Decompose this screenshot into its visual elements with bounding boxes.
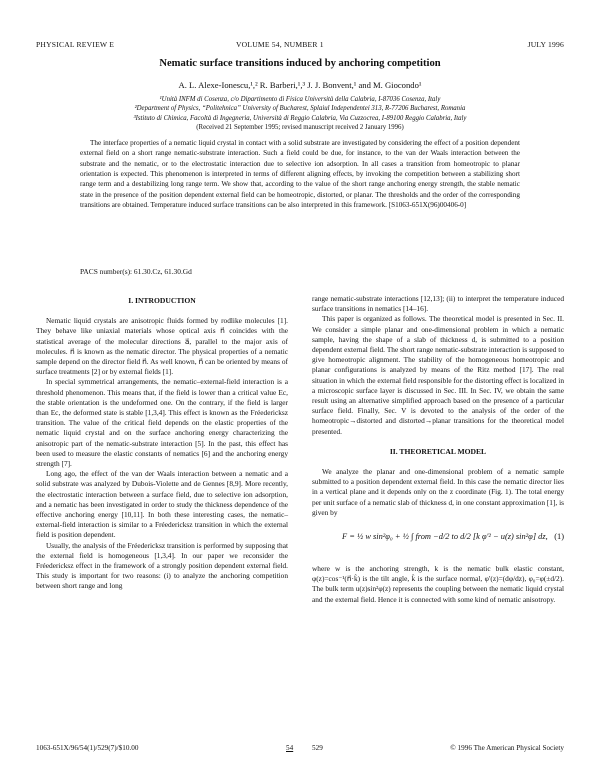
affiliation-2: ²Department of Physics, “Politehnica” University of Bucharest, Splaiul Independentei 313, R-77206 Bucharest, Romania <box>134 105 466 113</box>
author-list: A. L. Alexe-Ionescu,¹,² R. Barberi,¹,³ J. J. Bonvent,¹ and M. Giocondo¹ <box>178 80 422 90</box>
paragraph: Long ago, the effect of the van der Waals interaction between a nematic and a solid substrate was analyzed by Dubois-Violette and de Gennes [8,9]. More recently, the electrostatic interaction between a surface field, due to selective ion adsorption, and a nematic has been investigated in order to study the thickness dependence of the effective anchoring energy [10,11]. In both these interesting cases, the nematic–external-field interaction is similar to a Fréedericksz transition in which the external field is position dependent. <box>36 469 288 540</box>
received-dates: (Received 21 September 1995; revised manuscript received 2 January 1996) <box>196 124 404 132</box>
paper-title: Nematic surface transitions induced by anchoring competition <box>159 58 441 69</box>
page-number: 529 <box>312 744 323 752</box>
affiliations <box>36 95 564 133</box>
journal-name: PHYSICAL REVIEW E <box>36 40 115 49</box>
equation-number: (1) <box>554 532 564 542</box>
page-footer <box>36 744 564 756</box>
section-heading-theoretical-model: II. THEORETICAL MODEL <box>389 446 487 456</box>
equation-1 <box>312 524 564 558</box>
volume-number: VOLUME 54, NUMBER 1 <box>236 40 324 49</box>
paragraph: In special symmetrical arrangements, the nematic–external-field interaction is a threshold phenomenon. This means that, if the field is lower than a critical value Ec, the stable orientation is the undeformed one. On the contrary, if the field is larger than Ec, the deformed state is stable [1,3,4]. This effect is known as the Fréedericksz transition. The value of the critical field depends on the elastic properties of the nematic liquid crystal and on the surface anchoring energy characterizing the anisotropic part of the nematic-substrate interaction [5]. In the past, this effect has been used to measure the elastic constants of nematics [6] and the anchoring energy strength [7]. <box>36 377 288 469</box>
paragraph: where w is the anchoring strength, k is the nematic bulk elastic constant, φ(z)=cos⁻¹(n⃗·k̂) is the tilt angle, k̂ is the surface normal, φ′(z)=(dφ/dz), φ₀=φ(±d/2). The bulk term u(z)sin²φ(z) represents the coupling between the nematic liquid crystal and the external field. Hence it is connected with some kind of nematic anisotropy. <box>312 564 564 604</box>
footer-volume: 54 <box>286 744 294 752</box>
issue-date: JULY 1996 <box>527 40 564 49</box>
right-column <box>312 294 564 605</box>
affiliation-3: ³Istituto di Chimica, Facoltà di Ingegneria, Università di Reggio Calabria, Via Cuzzocrea, I-89100 Reggio Calabria, Italy <box>133 114 467 122</box>
left-column <box>36 292 288 592</box>
equation-body: F = ½ w sin²φ₀ + ½ ∫ from −d/2 to d/2 [k φ′² − u(z) sin²φ] dz, <box>342 532 548 542</box>
affiliation-1: ¹Unità INFM di Cosenza, c/o Dipartimento di Fisica Università della Calabria, I-87036 Cosenza, Italy <box>159 96 441 103</box>
abstract: The interface properties of a nematic liquid crystal in contact with a solid substrate are investigated by considering the effect of a position dependent external field on a short range nematic-substrate interaction. Such a field could be due, for instance, to the van der Waals interaction between the substrate and the nematic, or to the electrostatic interaction due to selective ion adsorption. In all cases a transition from homeotropic to planar orientation is expected. This phenomenon is interpreted in terms of different aligning effects, by invoking the competition between a stabilizing short range term and a destabilizing long range term. We show that, according to the value of the short range anchoring energy strength, the stable nematic state in the presence of the position dependent external field can be homeotropic, distorted, or planar. The thresholds and the order of the corresponding transitions are obtained. Temperature induced surface transitions can be also interpreted in this framework. [S1063-651X(96)00406-0] <box>80 139 520 210</box>
paragraph: Nematic liquid crystals are anisotropic fluids formed by rodlike molecules [1]. They behave like uniaxial materials whose optical axis n⃗ coincides with the statistical average of the molecular directions a⃗, parallel to the major axis of molecules. n⃗ is known as the nematic director. The physical properties of a nematic sample depend on the director field n⃗. As well known, n⃗ can be oriented by means of surface treatments [2] or by external fields [1]. <box>36 316 288 377</box>
section-heading-introduction: I. INTRODUCTION <box>128 296 196 305</box>
pacs-numbers: PACS number(s): 61.30.Cz, 61.30.Gd <box>80 267 192 276</box>
article-code: 1063-651X/96/54(1)/529(7)/$10.00 <box>36 744 139 752</box>
running-header <box>36 40 564 52</box>
copyright-notice: © 1996 The American Physical Society <box>450 744 564 752</box>
paragraph: We analyze the planar and one-dimensional problem of a nematic sample submitted to a position dependent external field. In this case the nematic director lies in a vertical plane and it depends only on the z coordinate (Fig. 1). The total energy per unit surface of a nematic slab of thickness d, in one constant approximation [1], is given by <box>312 467 564 517</box>
paragraph: This paper is organized as follows. The theoretical model is presented in Sec. II. We consider a simple planar and one-dimensional problem in which a nematic sample, having the shape of a slab of thickness d, is submitted to a position dependent external field. The short range nematic-substrate interaction is supposed to give homeotropic alignment. The stability of the homogeneous homeotropic and planar configurations is analyzed by means of the Ritz method [17]. The real situation in which the external field responsible for the distorting effect is localized in a microscopic surface layer is discussed in Sec. III. In Sec. IV, we obtain the same result using an alternative simplified approach based on the presence of a particular surface field. Finally, Sec. V is devoted to the analysis of the order of the homeotropic→distorted and distorted→planar transitions for the theoretical model presented. <box>312 314 564 436</box>
paragraph: Usually, the analysis of the Fréedericksz transition is performed by supposing that the external field is homogeneous [1,3,4]. In our paper we reconsider the Fréedericksz effect in the framework of a strongly position dependent external field. This study is important for two reasons: (i) to analyze the anchoring competition between short range and long <box>36 540 288 591</box>
paragraph: range nematic-substrate interactions [12,13]; (ii) to interpret the temperature induced surface transitions in nematics [14–16]. <box>312 294 564 314</box>
